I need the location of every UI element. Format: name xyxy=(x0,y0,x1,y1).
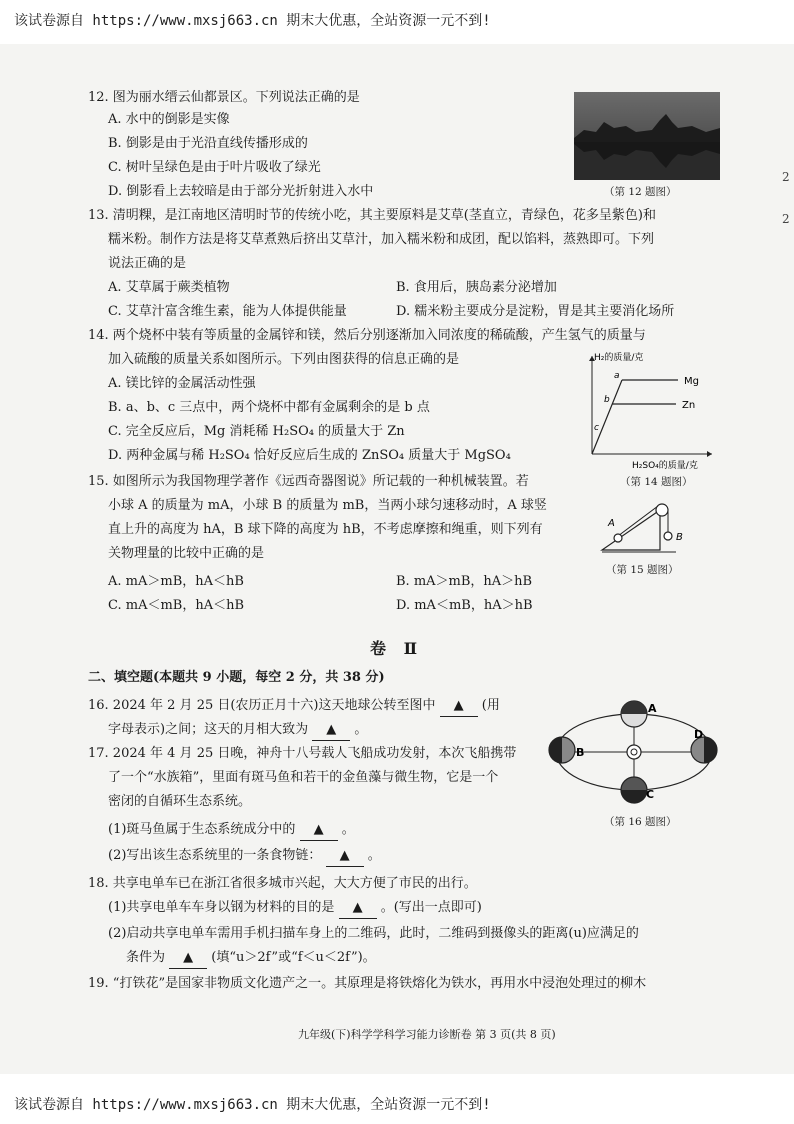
q14-option-c: C. 完全反应后，Mg 消耗稀 H₂SO₄ 的质量大于 Zn xyxy=(108,424,405,439)
q15-line-2: 小球 A 的质量为 mA，小球 B 的质量为 mB，当两小球匀速移动时，A 球竖 xyxy=(108,498,547,513)
q18-part-3-text: 条件为 xyxy=(126,950,166,965)
part2-heading: 二、填空题(本题共 9 小题，每空 2 分，共 38 分) xyxy=(88,670,385,685)
answer-blank[interactable]: ▲ xyxy=(339,898,377,919)
q14-graph xyxy=(580,350,720,472)
q13-option-b: B. 食用后，胰岛素分泌增加 xyxy=(396,280,557,295)
q17-part-2-text: (2)写出该生态系统里的一条食物链： xyxy=(108,848,322,863)
answer-blank[interactable]: ▲ xyxy=(300,820,338,841)
label-c: C xyxy=(646,788,655,801)
answer-blank[interactable]: ▲ xyxy=(169,948,207,969)
q15-line-1: 15. 如图所示为我国物理学著作《远西奇器图说》所记载的一种机械装置。若 xyxy=(88,474,529,489)
ball-b-label: B xyxy=(676,532,683,543)
ball-a-label: A xyxy=(608,518,615,529)
q16-caption: （第 16 题图） xyxy=(604,816,677,828)
q13-option-a: A. 艾草属于蕨类植物 xyxy=(108,280,230,295)
q13-option-c: C. 艾草汁富含维生素，能为人体提供能量 xyxy=(108,304,347,319)
q15-line-4: 关物理量的比较中正确的是 xyxy=(108,546,265,561)
top-banner: 该试卷源自 https://www.mxsj663.cn 期末大优惠，全站资源一元不到! xyxy=(14,13,491,29)
q18-line-1: 18. 共享电单车已在浙江省很多城市兴起，大大方便了市民的出行。 xyxy=(88,876,477,891)
q15-incline-diagram xyxy=(596,500,692,558)
y-axis-label: H₂的质量/克 xyxy=(594,353,644,363)
mg-line-rise xyxy=(592,380,622,454)
zn-label: Zn xyxy=(682,400,696,411)
q12-option-c: C. 树叶呈绿色是由于叶片吸收了绿光 xyxy=(108,160,321,175)
q16-text-1b: (用 xyxy=(481,698,500,713)
q17-part-1-end: 。 xyxy=(341,822,355,837)
q16-line-1 xyxy=(88,696,500,717)
q18-part-1 xyxy=(108,898,482,919)
label-d: D xyxy=(694,728,704,741)
q14-option-b: B. a、b、c 三点中，两个烧杯中都有金属剩余的是 b 点 xyxy=(108,400,430,415)
q18-part-2: (2)启动共享电单车需用手机扫描车身上的二维码，此时，二维码到摄像头的距离(u)应满足的 xyxy=(108,926,639,941)
q17-line-3: 密闭的自循环生态系统。 xyxy=(108,794,252,809)
q12-scenery-photo xyxy=(574,92,720,180)
q16-line-2 xyxy=(108,720,367,741)
q15-option-b: B. mA＞mB，hA＞hB xyxy=(396,574,533,589)
label-b: B xyxy=(576,746,585,759)
q12-option-a: A. 水中的倒影是实像 xyxy=(108,112,230,127)
q15-option-a: A. mA＞mB，hA＜hB xyxy=(108,574,244,589)
label-a: A xyxy=(648,702,657,715)
edge-mark: 2 xyxy=(782,170,790,184)
q12-stem: 12. 图为丽水缙云仙都景区。下列说法正确的是 xyxy=(88,90,360,105)
mg-label: Mg xyxy=(684,376,699,387)
incline xyxy=(602,510,660,550)
q14-option-d: D. 两种金属与稀 H₂SO₄ 恰好反应后生成的 ZnSO₄ 质量大于 MgSO₄ xyxy=(108,448,511,463)
q14-option-a: A. 镁比锌的金属活动性强 xyxy=(108,376,256,391)
answer-blank[interactable]: ▲ xyxy=(440,696,478,717)
q15-option-c: C. mA＜mB，hA＜hB xyxy=(108,598,245,613)
point-c-label: c xyxy=(594,423,599,433)
x-axis-label: H₂SO₄的质量/克 xyxy=(632,461,698,471)
point-a-label: a xyxy=(614,371,620,381)
q12-option-d: D. 倒影看上去较暗是由于部分光折射进入水中 xyxy=(108,184,374,199)
q12-option-b: B. 倒影是由于光沿直线传播形成的 xyxy=(108,136,308,151)
q18-part-1-end: 。(写出一点即可) xyxy=(380,900,482,915)
q15-line-3: 直上升的高度为 hA，B 球下降的高度为 hB，不考虑摩擦和绳重，则下列有 xyxy=(108,522,543,537)
q13-line-2: 糯米粉。制作方法是将艾草煮熟后挤出艾草汁，加入糯米粉和成团，配以馅料，蒸熟即可。下列 xyxy=(108,232,655,247)
q14-line-2: 加入硫酸的质量关系如图所示。下列由图获得的信息正确的是 xyxy=(108,352,460,367)
q15-caption: （第 15 题图） xyxy=(606,564,679,576)
q17-part-2 xyxy=(108,846,381,867)
q16-text-2a: 字母表示)之间；这天的月相大致为 xyxy=(108,722,309,737)
q16-orbit-diagram xyxy=(548,690,724,810)
q13-line-3: 说法正确的是 xyxy=(108,256,187,271)
point-b-label: b xyxy=(604,395,610,405)
page-footer: 九年级(下)科学学科学习能力诊断卷 第 3 页(共 8 页) xyxy=(298,1028,556,1041)
q18-part-3 xyxy=(126,948,376,969)
q18-part-1-text: (1)共享电单车车身以钢为材料的目的是 xyxy=(108,900,335,915)
q19-line-1: 19. “打铁花”是国家非物质文化遗产之一。其原理是将铁熔化为铁水，再用水中浸泡处理过的柳木 xyxy=(88,976,647,991)
ball-b xyxy=(664,532,672,540)
q17-part-2-end: 。 xyxy=(367,848,381,863)
q17-line-2: 了一个“水族箱”，里面有斑马鱼和若干的金鱼藻与微生物，它是一个 xyxy=(108,770,499,785)
q12-caption: （第 12 题图） xyxy=(604,186,677,198)
q13-line-1: 13. 清明粿，是江南地区清明时节的传统小吃，其主要原料是艾草(茎直立，青绿色，花多呈紫色)和 xyxy=(88,208,656,223)
answer-blank[interactable]: ▲ xyxy=(326,846,364,867)
q17-part-1 xyxy=(108,820,355,841)
q14-caption: （第 14 题图） xyxy=(620,476,693,488)
q15-option-d: D. mA＜mB，hA＞hB xyxy=(396,598,533,613)
edge-mark: 2 xyxy=(782,212,790,226)
q16-text-2b: 。 xyxy=(354,722,368,737)
answer-blank[interactable]: ▲ xyxy=(312,720,350,741)
q14-line-1: 14. 两个烧杯中装有等质量的金属锌和镁，然后分别逐渐加入同浓度的稀硫酸，产生氢气的质量与 xyxy=(88,328,646,343)
q18-part-3-end: (填“u＞2f”或“f＜u＜2f”)。 xyxy=(211,950,376,965)
bottom-banner: 该试卷源自 https://www.mxsj663.cn 期末大优惠，全站资源一元不到! xyxy=(14,1097,491,1113)
q16-text-1a: 16. 2024 年 2 月 25 日(农历正月十六)这天地球公转至图中 xyxy=(88,698,436,713)
q17-part-1-text: (1)斑马鱼属于生态系统成分中的 xyxy=(108,822,296,837)
q13-option-d: D. 糯米粉主要成分是淀粉，胃是其主要消化场所 xyxy=(396,304,675,319)
ball-a xyxy=(614,534,622,542)
q17-line-1: 17. 2024 年 4 月 25 日晚，神舟十八号载人飞船成功发射，本次飞船携带 xyxy=(88,746,517,761)
section-title: 卷 Ⅱ xyxy=(370,639,424,658)
